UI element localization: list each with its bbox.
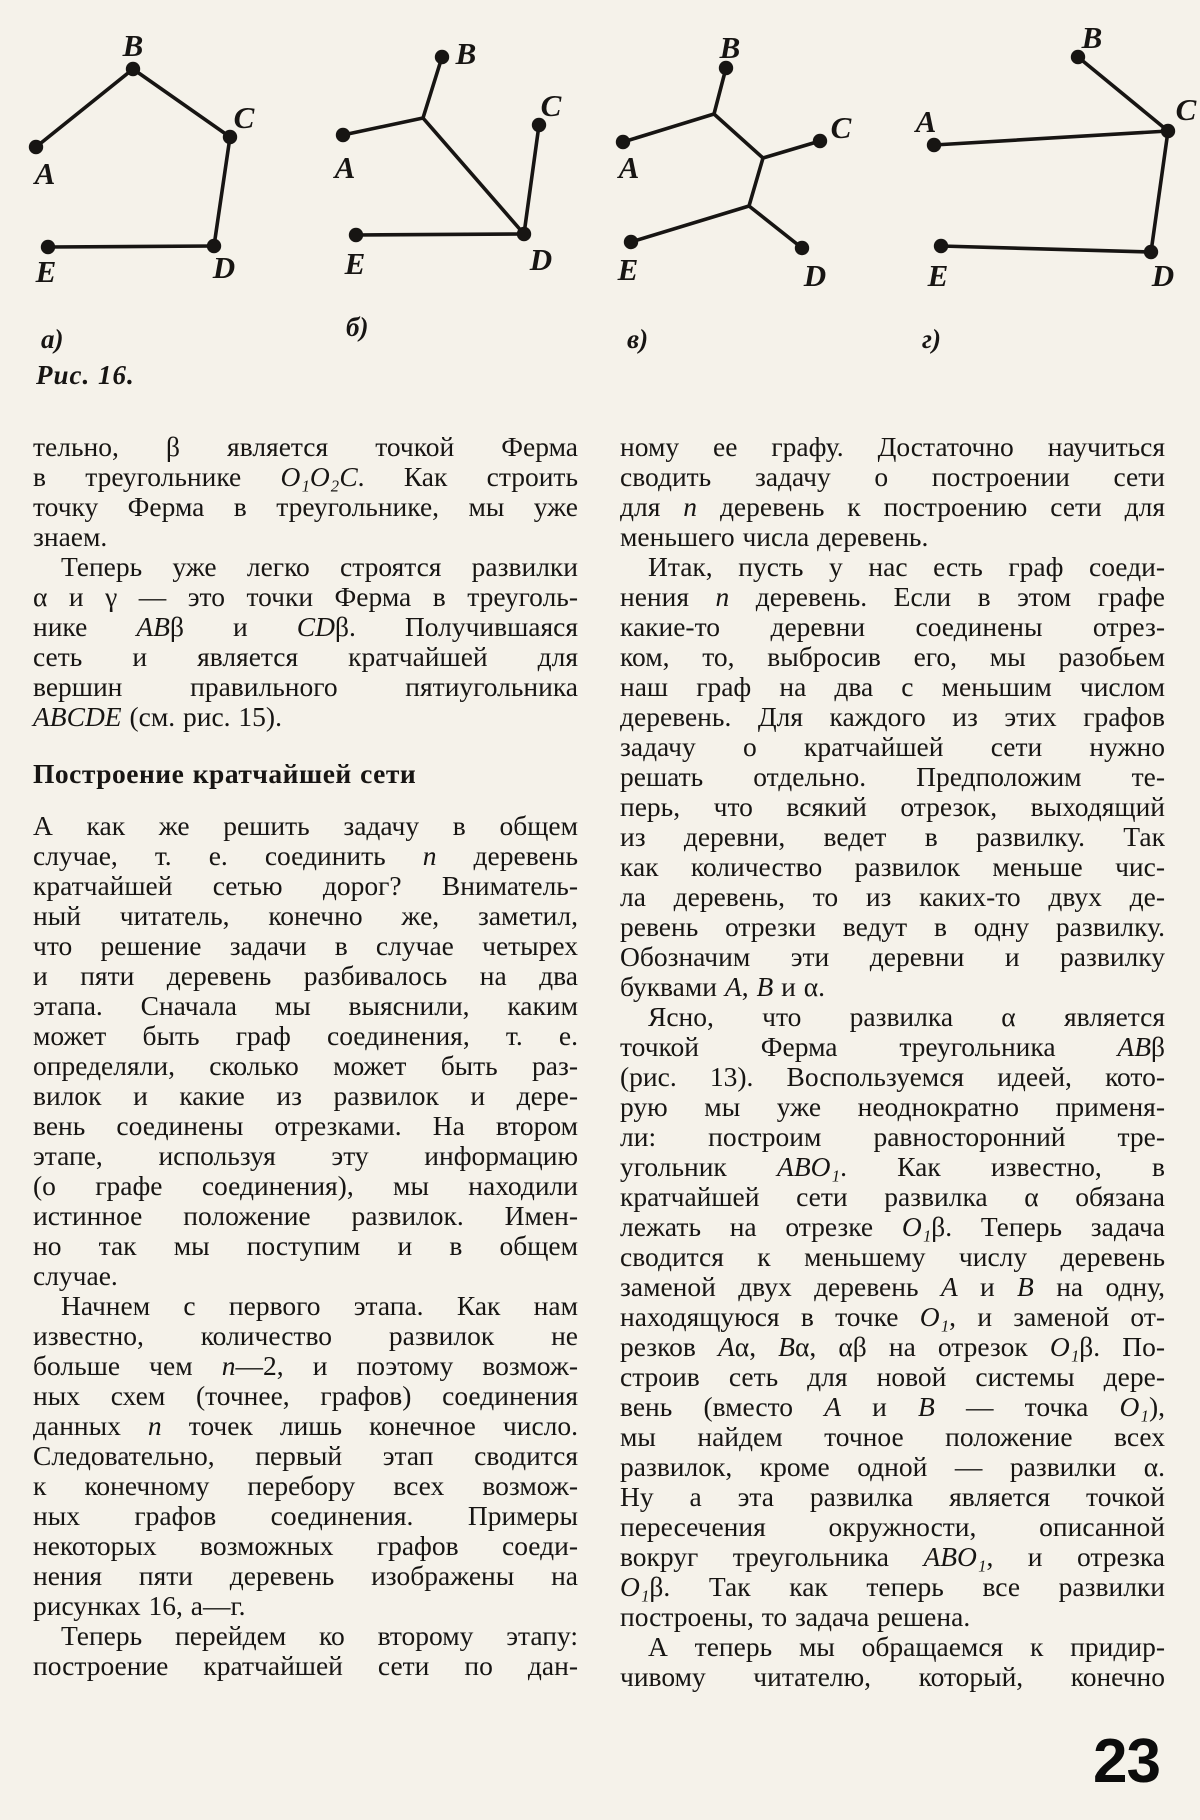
vertex-label-E: E (617, 252, 639, 287)
text-line: чивому читателю, который, конечно (620, 1661, 1165, 1692)
text-line: некоторых возможных графов соеди- (33, 1530, 578, 1561)
edge-line (934, 131, 1168, 145)
text-line: случае, т. е. соединить n деревень (33, 840, 578, 871)
edge-line (749, 206, 802, 248)
vertex-dot-E (624, 235, 638, 249)
text-line: точку Ферма в треугольнике, мы уже (33, 491, 578, 522)
text-line: ABCDE (см. рис. 15). (33, 701, 282, 732)
text-line: Теперь перейдем ко второму этапу: (61, 1620, 578, 1651)
edge-line (631, 206, 749, 242)
text-line: O₁β. Так как теперь все развилки (620, 1571, 1165, 1602)
text-line: Начнем с первого этапа. Как нам (61, 1290, 578, 1321)
text-line: Теперь уже легко строятся развилки (61, 551, 578, 582)
diagram-label: б) (346, 312, 369, 342)
column-left (33, 432, 578, 1692)
diagram-label: в) (627, 324, 649, 354)
edge-line (1078, 57, 1168, 131)
vertex-label-B: B (719, 30, 741, 65)
vertex-dot-E (934, 239, 948, 253)
edge-line (941, 246, 1151, 252)
edge-line (343, 118, 423, 135)
text-columns (33, 432, 1165, 1692)
text-line: сводить задачу о построении сети (620, 461, 1165, 492)
text-line: рисунках 16, а—г. (33, 1590, 246, 1621)
text-line: в треугольнике O₁O₂C. Как строить (33, 461, 578, 492)
vertex-label-E: E (927, 258, 949, 293)
text-line: из деревни, ведет в развилку. Так (620, 821, 1165, 852)
text-line: (рис. 13). Воспользуемся идеей, кото- (620, 1061, 1165, 1092)
text-line: ла деревень, то из каких-то двух де- (620, 881, 1165, 912)
vertex-dot-E (41, 240, 55, 254)
graph-diagram-в (616, 30, 852, 354)
text-line: Ну а эта развилка является точкой (620, 1481, 1165, 1512)
text-line: деревень. Для каждого из этих графов (620, 701, 1165, 732)
text-line: ных графов соединения. Примеры (33, 1500, 578, 1531)
text-line: сводится к меньшему числу деревень (620, 1241, 1165, 1272)
text-line: но так мы поступим и в общем (33, 1230, 578, 1261)
text-line: α и γ — это точки Ферма в треуголь- (33, 581, 578, 612)
vertex-label-A: A (618, 150, 640, 185)
text-line: и пяти деревень разбивалось на два (33, 960, 578, 991)
text-line: определяли, сколько может быть раз- (33, 1050, 578, 1081)
text-line: Следовательно, первый этап сводится (33, 1440, 578, 1471)
text-line: тельно, β является точкой Ферма (33, 431, 578, 462)
text-line: известно, количество развилок не (33, 1320, 578, 1351)
figure-16-graphs (0, 0, 1200, 358)
text-line: вершин правильного пятиугольника (33, 671, 578, 702)
vertex-label-D: D (1151, 258, 1175, 293)
text-line: случае. (33, 1260, 118, 1291)
edge-line (1151, 131, 1168, 252)
text-line: вокруг треугольника ABO₁, и отрезка (620, 1541, 1166, 1572)
vertex-dot-A (29, 140, 43, 154)
vertex-label-C: C (540, 88, 562, 123)
edge-line (763, 141, 820, 158)
text-line: наш граф на два с меньшим числом (620, 671, 1165, 702)
vertex-label-B: B (455, 36, 477, 71)
vertex-label-C: C (1175, 92, 1197, 127)
edge-line (48, 246, 214, 247)
vertex-label-D: D (212, 250, 236, 285)
vertex-label-D: D (803, 258, 827, 293)
text-line: сеть и является кратчайшей для (33, 641, 578, 672)
diagram-label: а) (41, 324, 64, 354)
graph-diagram-а (29, 28, 255, 354)
text-line: буквами A, B и α. (620, 971, 826, 1002)
text-line: больше чем n—2, и поэтому возмож- (33, 1350, 578, 1381)
graph-diagram-г (914, 20, 1197, 354)
edge-line (623, 114, 714, 142)
text-line: ревень отрезки ведут в одну развилку. (620, 911, 1165, 942)
text-line: какие-то деревни соединены отрез- (620, 611, 1165, 642)
text-line: развилок, кроме одной — развилки α. (620, 1451, 1165, 1482)
text-line: Ясно, что развилка α является (648, 1001, 1165, 1032)
text-line: А как же решить задачу в общем (33, 810, 578, 841)
text-line: мы найдем точное положение всех (620, 1421, 1165, 1452)
edge-line (133, 69, 230, 137)
vertex-dot-A (927, 138, 941, 152)
text-line: вилок и какие из развилок и дере- (33, 1080, 578, 1111)
edge-line (714, 114, 763, 158)
text-line: этапа. Сначала мы выяснили, каким (33, 990, 578, 1021)
text-line: Обозначим эти деревни и развилку (620, 941, 1165, 972)
text-line: построены, то задача решена. (620, 1601, 971, 1632)
vertex-label-E: E (344, 246, 366, 281)
text-line: строив сеть для новой системы дере- (620, 1361, 1165, 1392)
edge-line (423, 57, 442, 118)
text-line: построение кратчайшей сети по дан- (33, 1650, 578, 1681)
vertex-dot-D (517, 227, 531, 241)
column-right (620, 432, 1165, 1692)
text-line: ный читатель, конечно же, заметил, (33, 900, 578, 931)
vertex-dot-B (126, 62, 140, 76)
vertex-dot-B (435, 50, 449, 64)
page-number: 23 (1093, 1727, 1160, 1796)
text-line: для n деревень к построению сети для (620, 491, 1165, 522)
text-line: нения n деревень. Если в этом графе (620, 581, 1165, 612)
text-line: Итак, пусть у нас есть граф соеди- (648, 551, 1165, 582)
edge-line (524, 125, 539, 234)
text-line: этапе, используя эту информацию (33, 1140, 578, 1171)
edge-line (356, 234, 524, 235)
edge-line (749, 158, 763, 206)
text-line: как количество развилок меньше чис- (620, 851, 1165, 882)
vertex-dot-A (336, 128, 350, 142)
text-line: меньшего числа деревень. (620, 521, 929, 552)
vertex-label-A: A (34, 156, 56, 191)
edge-line (214, 137, 230, 246)
text-line: заменой двух деревень A и B на одну, (620, 1271, 1165, 1302)
vertex-label-A: A (915, 104, 937, 139)
vertex-dot-A (616, 135, 630, 149)
text-line: угольник ABO₁. Как известно, в (620, 1151, 1166, 1182)
edge-line (423, 118, 524, 234)
text-line: что решение задачи в случае четырех (33, 930, 578, 961)
vertex-label-B: B (1081, 20, 1103, 55)
vertex-label-C: C (233, 100, 255, 135)
text-line: кратчайшей сети развилка α обязана (620, 1181, 1165, 1212)
text-line: ному ее графу. Достаточно научиться (620, 431, 1165, 462)
vertex-dot-C (1161, 124, 1175, 138)
text-line: (о графе соединения), мы находили (33, 1170, 578, 1201)
text-line: истинное положение развилок. Имен- (33, 1200, 578, 1231)
text-line: лежать на отрезке O₁β. Теперь задача (620, 1211, 1165, 1242)
graph-diagram-б (333, 36, 562, 342)
vertex-label-E: E (35, 254, 57, 289)
text-line: рую мы уже неоднократно применя- (620, 1091, 1165, 1122)
vertex-dot-D (795, 241, 809, 255)
vertex-label-A: A (334, 150, 356, 185)
edge-line (36, 69, 133, 147)
text-line: вень соединены отрезками. На втором (33, 1110, 578, 1141)
text-line: кратчайшей сетью дорог? Вниматель- (33, 870, 578, 901)
text-line: находящуюся в точке O₁, и заменой от- (620, 1301, 1165, 1332)
vertex-label-C: C (830, 110, 852, 145)
diagram-label: г) (922, 324, 941, 354)
text-line: решать отдельно. Предположим те- (620, 761, 1165, 792)
text-line: ком, то, выбросив его, мы разобьем (620, 641, 1165, 672)
text-line: точкой Ферма треугольника ABβ (620, 1031, 1165, 1062)
figure-caption: Рис. 16. (36, 360, 135, 390)
text-line: пересечения окружности, описанной (620, 1511, 1165, 1542)
text-line: данных n точек лишь конечное число. (33, 1410, 579, 1441)
text-line: нике ABβ и CDβ. Получившаяся (33, 611, 578, 642)
section-heading: Построение кратчайшей сети (33, 758, 417, 789)
text-line: задачу о кратчайшей сети нужно (620, 731, 1165, 762)
text-line: знаем. (33, 521, 108, 552)
text-line: может быть граф соединения, т. е. (33, 1020, 578, 1051)
vertex-dot-E (349, 228, 363, 242)
vertex-label-D: D (529, 242, 553, 277)
text-line: резков Aα, Bα, αβ на отрезок O₁β. По- (620, 1331, 1166, 1362)
text-line: вень (вместо A и B — точка O₁), (620, 1391, 1165, 1422)
text-line: перь, что всякий отрезок, выходящий (620, 791, 1165, 822)
vertex-label-B: B (122, 28, 144, 63)
vertex-dot-C (813, 134, 827, 148)
text-line: нения пяти деревень изображены на (33, 1560, 578, 1591)
text-line: ных схем (точнее, графов) соединения (33, 1380, 578, 1411)
text-line: к конечному перебору всех возмож- (33, 1470, 578, 1501)
text-line: А теперь мы обращаемся к придир- (648, 1631, 1165, 1662)
text-line: ли: построим равносторонний тре- (620, 1121, 1165, 1152)
